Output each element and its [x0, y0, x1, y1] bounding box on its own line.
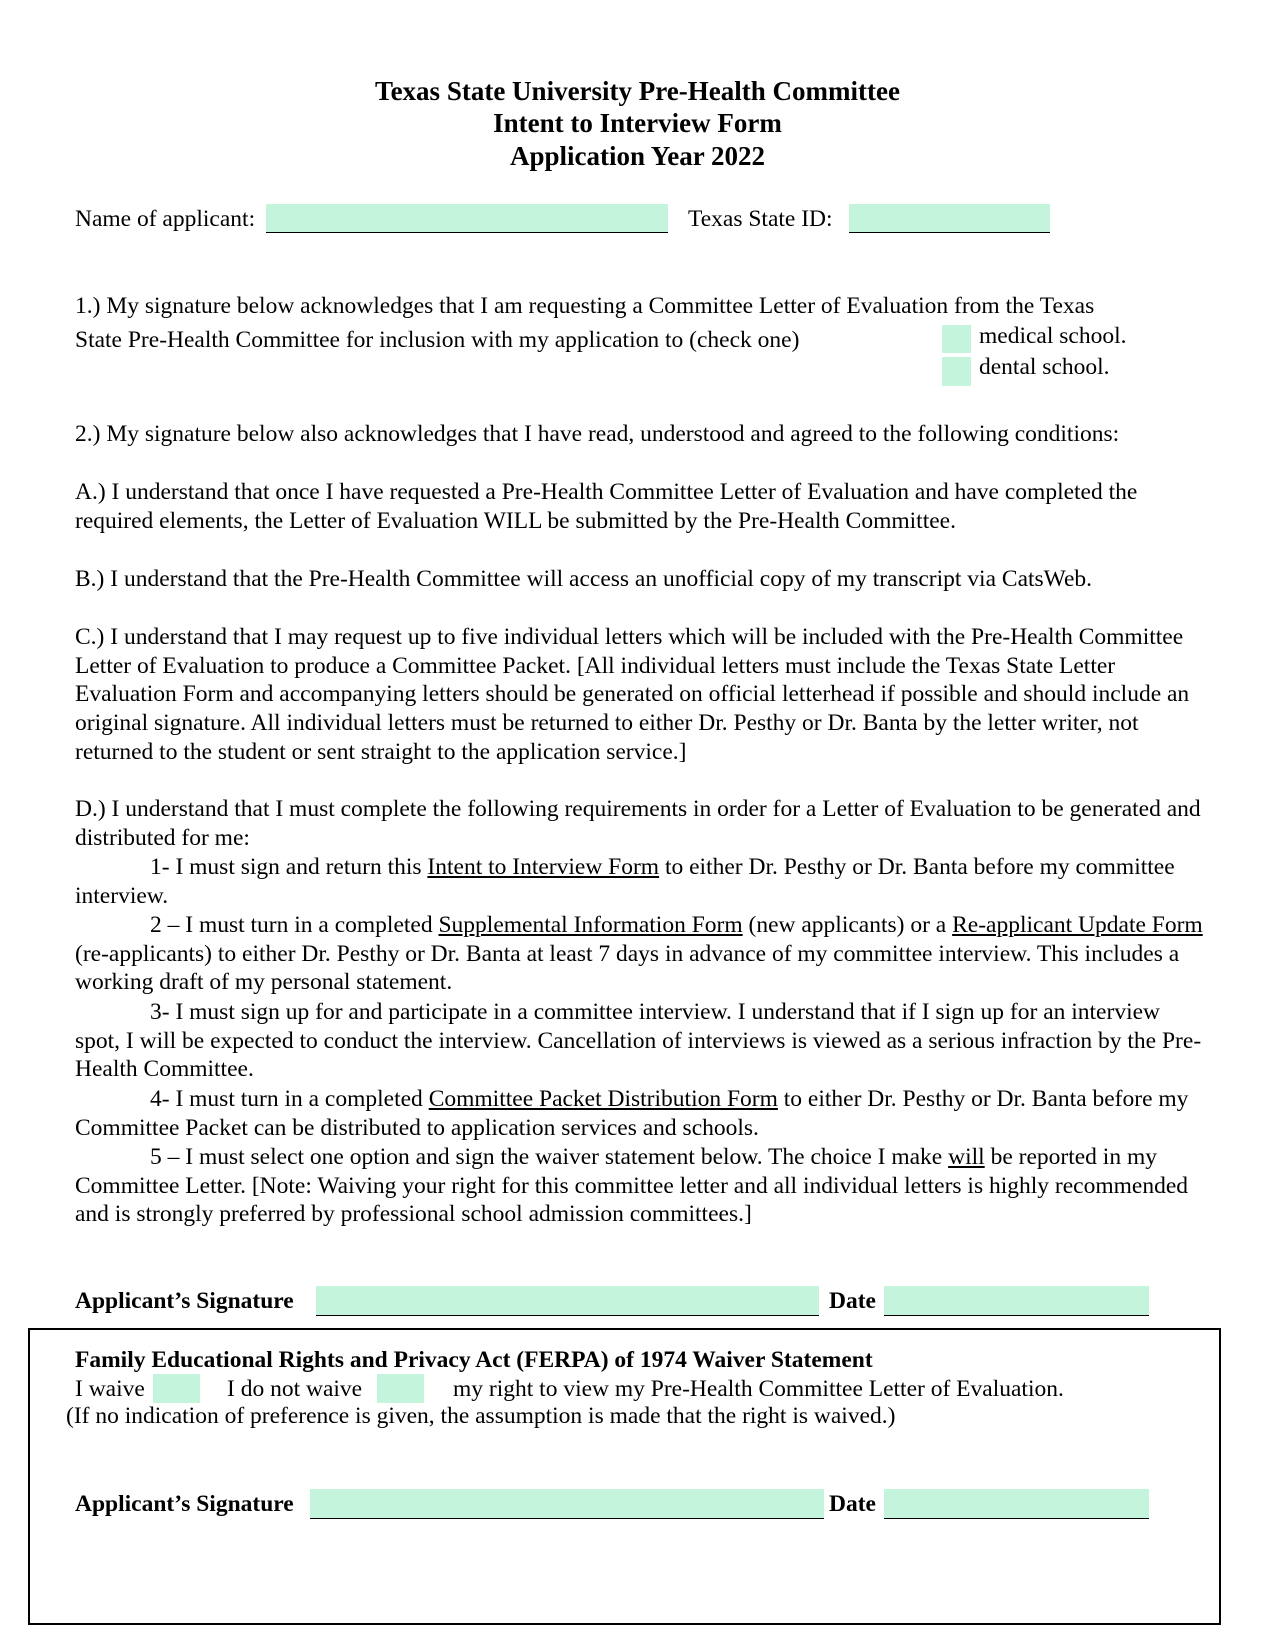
waive-checkbox[interactable] — [153, 1374, 200, 1403]
ferpa-date-label: Date — [829, 1491, 876, 1517]
ferpa-statement: my right to view my Pre-Health Committee Letter of Evaluation. — [453, 1376, 1064, 1402]
ferpa-title: Family Educational Rights and Privacy Act (FERPA) of 1974 Waiver Statement — [75, 1347, 873, 1373]
ferpa-date-field[interactable] — [884, 1489, 1149, 1519]
requirement-2-text-end: (re-applicants) to either Dr. Pesthy or Dr. Banta at least 7 days in advance of my committee interview. This includes a working draft of my personal statement. — [75, 940, 1180, 996]
medical-school-checkbox[interactable] — [942, 325, 971, 353]
texas-state-id-label: Texas State ID: — [688, 206, 833, 232]
ferpa-signature-label: Applicant’s Signature — [75, 1491, 294, 1517]
condition-c: C.) I understand that I may request up to five individual letters which will be included with the Pre-Health Committee Letter of Evaluation to produce a Committee Packet. [All individual letters must include the Texas State Letter Evaluation Form and accompanying letters should be generated on official letterhead if possible and should include an original signature. All individual letters must be returned to either Dr. Pesthy or Dr. Banta by the letter writer, not returned to the student or sent straight to the application service.] — [75, 624, 1190, 765]
committee-packet-distribution-form-link: Committee Packet Distribution Form — [428, 1086, 778, 1112]
requirement-5-text: 5 – I must select one option and sign the waiver statement below. The choice I make — [150, 1144, 949, 1170]
condition-a: A.) I understand that once I have requested a Pre-Health Committee Letter of Evaluation and have completed the required elements, the Letter of Evaluation WILL be submitted by the Pre-Health Committee. — [75, 479, 1138, 534]
form-title-university: Texas State University Pre-Health Committee — [375, 76, 900, 106]
medical-school-label: medical school. — [979, 323, 1127, 349]
condition-b: B.) I understand that the Pre-Health Committee will access an unofficial copy of my transcript via CatsWeb. — [75, 566, 1093, 592]
applicant-signature-field[interactable] — [316, 1286, 819, 1316]
requirement-4 — [75, 1085, 1205, 1142]
requirement-5-text-end: be reported in my Committee Letter. [Note: Waiving your right for this committee letter and all individual letters is highly recommended and is strongly preferred by professional school admission committees.] — [75, 1144, 1189, 1228]
waive-label: I waive — [75, 1376, 145, 1402]
intent-to-interview-form-link: Intent to Interview Form — [427, 854, 660, 880]
requirement-1-text: 1- I must sign and return this — [150, 854, 428, 880]
date-label: Date — [829, 1288, 876, 1314]
dental-school-label: dental school. — [979, 354, 1110, 380]
requirement-5 — [75, 1143, 1205, 1229]
requirement-2-text-mid: (new applicants) or a — [742, 912, 953, 938]
requirement-3 — [75, 998, 1205, 1084]
ferpa-signature-field[interactable] — [310, 1489, 824, 1519]
requirement-4-text: 4- I must turn in a completed — [150, 1086, 429, 1112]
texas-state-id-field[interactable] — [849, 204, 1050, 233]
section2-intro: 2.) My signature below also acknowledges that I have read, understood and agreed to the following conditions: — [75, 421, 1120, 447]
do-not-waive-label: I do not waive — [227, 1376, 363, 1402]
requirement-1 — [75, 853, 1205, 910]
date-field[interactable] — [884, 1286, 1149, 1316]
will-emphasis: will — [948, 1144, 985, 1170]
form-title-name: Intent to Interview Form — [493, 108, 782, 138]
section1-line1: 1.) My signature below acknowledges that I am requesting a Committee Letter of Evaluation from the Texas — [75, 293, 1095, 319]
form-title-year: Application Year 2022 — [509, 141, 765, 171]
requirement-3-text: 3- I must sign up for and participate in a committee interview. I understand that if I sign up for an interview spot, I will be expected to conduct the interview. Cancellation of interviews is viewed as a serious infraction by the Pre-Health Committee. — [75, 999, 1202, 1083]
condition-d-intro: D.) I understand that I must complete the following requirements in order for a Letter of Evaluation to be generated and distributed for me: — [75, 796, 1201, 851]
ferpa-note: (If no indication of preference is given, the assumption is made that the right is waived.) — [66, 1403, 896, 1429]
requirement-2-text: 2 – I must turn in a completed — [150, 912, 439, 938]
section1-line2: State Pre-Health Committee for inclusion with my application to (check one) — [75, 327, 800, 353]
dental-school-checkbox[interactable] — [942, 357, 971, 386]
requirement-1-text-end: to either Dr. Pesthy or Dr. Banta before my committee interview. — [75, 854, 1175, 909]
requirement-4-text-end: to either Dr. Pesthy or Dr. Banta before my Committee Packet can be distributed to application services and schools. — [75, 1086, 1189, 1141]
name-label: Name of applicant: — [75, 206, 256, 232]
requirement-2 — [75, 911, 1205, 997]
do-not-waive-checkbox[interactable] — [377, 1374, 424, 1403]
supplemental-information-form-link: Supplemental Information Form — [438, 912, 743, 938]
reapplicant-update-form-link: Re-applicant Update Form — [952, 912, 1203, 938]
applicant-name-field[interactable] — [266, 204, 668, 233]
applicant-signature-label: Applicant’s Signature — [75, 1288, 294, 1314]
